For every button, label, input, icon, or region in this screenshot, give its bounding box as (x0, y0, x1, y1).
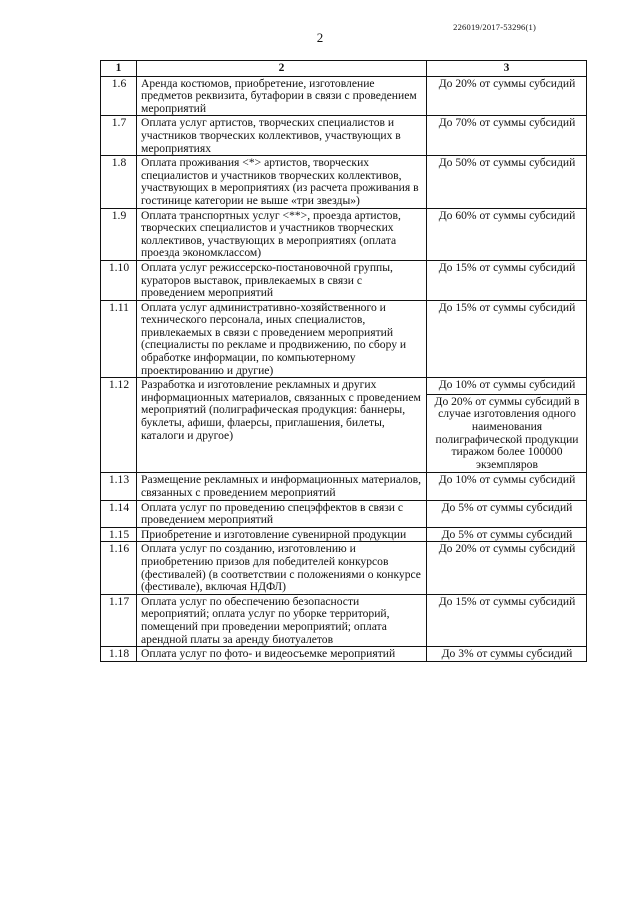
row-limit (427, 527, 587, 542)
row-limit (427, 260, 587, 300)
row-description: Оплата услуг по созданию, изготовлению и приобретению призов для победителей конкурсов (фестивалей) (в соответствии с положениями о конкурсе (фестивале), включая НДФЛ) (137, 542, 427, 594)
row-limit (427, 208, 587, 260)
row-description: Оплата услуг режиссерско-постановочной группы, кураторов выставок, привлекаемых в связи с проведением мероприятий (137, 260, 427, 300)
row-description: Оплата услуг по проведению спецэффектов в связи с проведением мероприятий (137, 500, 427, 527)
row-number: 1.7 (101, 116, 137, 156)
row-description: Оплата проживания <*> артистов, творческих специалистов и участников творческих коллективов, участвующих в мероприятиях (из расчета проживания в гостинице категории не выше «три звезды») (137, 156, 427, 208)
row-number: 1.9 (101, 208, 137, 260)
row-number: 1.17 (101, 594, 137, 646)
row-number: 1.10 (101, 260, 137, 300)
limit-text: До 10% от суммы субсидий (438, 473, 576, 487)
row-limit (427, 156, 587, 208)
table-row (101, 473, 587, 500)
row-limit (427, 300, 587, 378)
column-header-number: 1 (101, 61, 137, 77)
limit-text: До 60% от суммы субсидий (438, 208, 576, 222)
table-header-row (101, 61, 587, 77)
table-row (101, 260, 587, 300)
table-row (101, 76, 587, 116)
table-body (101, 76, 587, 661)
expenses-table (100, 60, 587, 662)
row-number: 1.13 (101, 473, 137, 500)
table-row (101, 647, 587, 662)
limit-text: До 50% от суммы субсидий (438, 156, 576, 170)
limit-text: До 70% от суммы субсидий (438, 116, 576, 130)
table-row (101, 542, 587, 594)
row-description: Разработка и изготовление рекламных и других информационных материалов, связанных с проведением мероприятий (полиграфическая продукция: баннеры, буклеты, афиши, флаерсы, приглашения, билеты, каталоги и другое) (137, 378, 427, 473)
row-limit (427, 76, 587, 116)
limit-text: До 3% от суммы субсидий (441, 647, 573, 661)
document-code: 226019/2017-53296(1) (453, 22, 536, 32)
row-number: 1.6 (101, 76, 137, 116)
page-number: 2 (316, 30, 324, 45)
row-number: 1.18 (101, 647, 137, 662)
limit-text: До 10% от суммы субсидий (438, 378, 576, 392)
row-limit (427, 116, 587, 156)
limit-text: До 15% от суммы субсидий (438, 594, 576, 608)
limit-text: До 20% от суммы субсидий в случае изготовления одного наименования полиграфической продукции тиражом более 100000 экземпляров (427, 394, 586, 472)
row-limit (427, 594, 587, 646)
row-description: Оплата услуг по фото- и видеосъемке мероприятий (137, 647, 427, 662)
table-row (101, 500, 587, 527)
limit-text: До 5% от суммы субсидий (441, 500, 573, 514)
row-number: 1.14 (101, 500, 137, 527)
row-limit (427, 542, 587, 594)
row-description: Оплата услуг по обеспечению безопасности мероприятий; оплата услуг по уборке территорий, помещений при проведении мероприятий; оплата арендной платы за аренду биотуалетов (137, 594, 427, 646)
table-row (101, 156, 587, 208)
row-number: 1.15 (101, 527, 137, 542)
row-number: 1.12 (101, 378, 137, 473)
row-description: Приобретение и изготовление сувенирной продукции (137, 527, 427, 542)
row-description: Размещение рекламных и информационных материалов, связанных с проведением мероприятий (137, 473, 427, 500)
column-header-limit: 3 (427, 61, 587, 77)
table-row (101, 527, 587, 542)
row-limit (427, 473, 587, 500)
row-limit (427, 378, 587, 473)
row-number: 1.11 (101, 300, 137, 378)
row-description: Аренда костюмов, приобретение, изготовление предметов реквизита, бутафории в связи с проведением мероприятий (137, 76, 427, 116)
row-limit (427, 500, 587, 527)
table-row (101, 378, 587, 473)
row-number: 1.16 (101, 542, 137, 594)
limit-text: До 20% от суммы субсидий (438, 542, 576, 556)
limit-text: До 5% от суммы субсидий (441, 527, 573, 541)
limit-text: До 20% от суммы субсидий (438, 76, 576, 90)
row-description: Оплата услуг артистов, творческих специалистов и участников творческих коллективов, участвующих в мероприятиях (137, 116, 427, 156)
table-row (101, 300, 587, 378)
row-description: Оплата услуг административно-хозяйственного и технического персонала, иных специалистов, привлекаемых в связи с проведением мероприятий (специалисты по рекламе и продвижению, по сбору и обработке информации, по компьютерному проектированию и другие) (137, 300, 427, 378)
limit-text: До 15% от суммы субсидий (438, 260, 576, 274)
row-number: 1.8 (101, 156, 137, 208)
column-header-description: 2 (137, 61, 427, 77)
table-row (101, 594, 587, 646)
limit-text: До 15% от суммы субсидий (438, 300, 576, 314)
table-row (101, 208, 587, 260)
table-row (101, 116, 587, 156)
row-description: Оплата транспортных услуг <**>, проезда артистов, творческих специалистов и участников творческих коллективов, участвующих в мероприятиях (оплата проезда экономклассом) (137, 208, 427, 260)
row-limit (427, 647, 587, 662)
